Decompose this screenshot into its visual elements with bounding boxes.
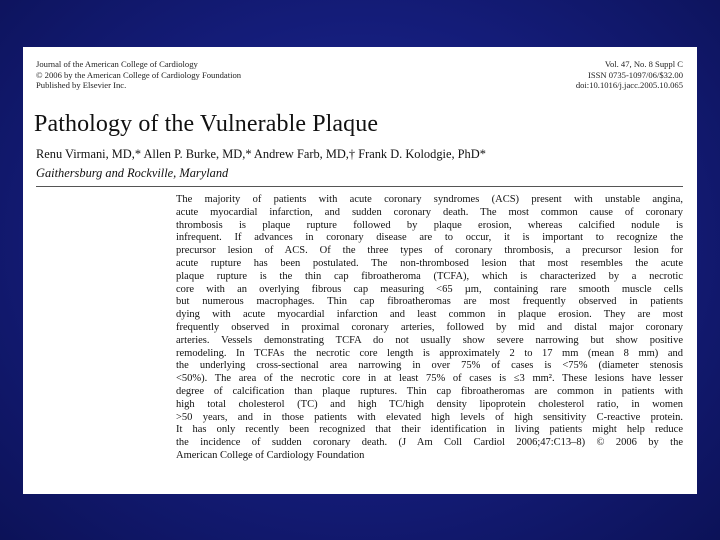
doi-line: doi:10.1016/j.jacc.2005.10.065 [575, 80, 683, 91]
volume-line: Vol. 47, No. 8 Suppl C [604, 59, 683, 69]
journal-header-right [576, 59, 683, 91]
header-divider [36, 186, 683, 187]
abstract-line: plaque rupture is the thin cap fibroatheroma (TCFA), which is characterized by a necrotic [176, 270, 683, 282]
abstract-line: but numerous macrophages. Thin cap fibroatheromas are most frequently observed in patients [176, 296, 683, 308]
journal-name: Journal of the American College of Cardiology [36, 59, 198, 69]
abstract-line: American College of Cardiology Foundation [176, 449, 365, 461]
abstract-line: the incidence of sudden coronary death. (J Am Coll Cardiol 2006;47:C13–8) © 2006 by the [176, 437, 683, 449]
abstract-line: core with an overlying fibrous cap measuring <65 µm, containing rare smooth muscle cells [176, 283, 683, 295]
issn-line: ISSN 0735-1097/06/$32.00 [587, 69, 683, 80]
article-title: Pathology of the Vulnerable Plaque [34, 111, 379, 137]
abstract-line: >50 years, and in those patients with elevated high levels of high sensitivity C-reactive protein. [176, 411, 683, 423]
author-affiliation: Gaithersburg and Rockville, Maryland [36, 166, 229, 180]
abstract-line: infrequent. If advances in coronary disease are to occur, it is important to recognize the [176, 232, 683, 244]
paper-page [23, 47, 697, 494]
abstract-line: thrombosis is plaque rupture followed by plaque erosion, whereas calcified nodule is [176, 219, 683, 231]
abstract-line: remodeling. In TCFAs the necrotic core length is approximately 2 to 17 mm (mean 8 mm) and [176, 347, 683, 359]
copyright-line: © 2006 by the American College of Cardiology Foundation [36, 69, 242, 80]
abstract [176, 194, 683, 463]
abstract-line: high total cholesterol (TC) and high TC/high density lipoprotein cholesterol ratio, in women [176, 398, 683, 410]
abstract-line: It has only recently been recognized that their identification in living patients might help reduce [176, 424, 683, 436]
abstract-line: acute myocardial infarction, and sudden coronary death. The most common cause of coronary [176, 206, 683, 218]
abstract-line: The majority of patients with acute coronary syndromes (ACS) present with unstable angina, [176, 194, 683, 205]
abstract-line: dying with acute myocardial infarction and least common in plaque erosion. They are most [176, 309, 683, 321]
abstract-line: precursor lesion of ACS. Of the three types of coronary thrombosis, a precursor lesion for [176, 245, 683, 257]
publisher-line: Published by Elsevier Inc. [36, 80, 127, 91]
author-list: Renu Virmani, MD,* Allen P. Burke, MD,* Andrew Farb, MD,† Frank D. Kolodgie, PhD* [36, 147, 486, 161]
abstract-line: frequently observed in proximal coronary arteries, followed by mid and distal major coronary [176, 321, 683, 333]
abstract-line: the underlying cross-sectional area narrowing in over 75% of cases is <75% (diameter stenosis [176, 360, 683, 372]
abstract-line: arteries. Vessels demonstrating TCFA do not usually show severe narrowing but show positive [176, 334, 683, 346]
abstract-line: <50%). The area of the necrotic core in at least 75% of cases is ≤3 mm². These lesions have lesser [176, 373, 683, 385]
journal-header-left [36, 59, 241, 91]
abstract-line: degree of calcification than plaque ruptures. Thin cap fibroatheromas are common in patients with [176, 385, 683, 397]
abstract-line: acute rupture has been postulated. The non-thrombosed lesion that most resembles the acute [176, 257, 683, 269]
